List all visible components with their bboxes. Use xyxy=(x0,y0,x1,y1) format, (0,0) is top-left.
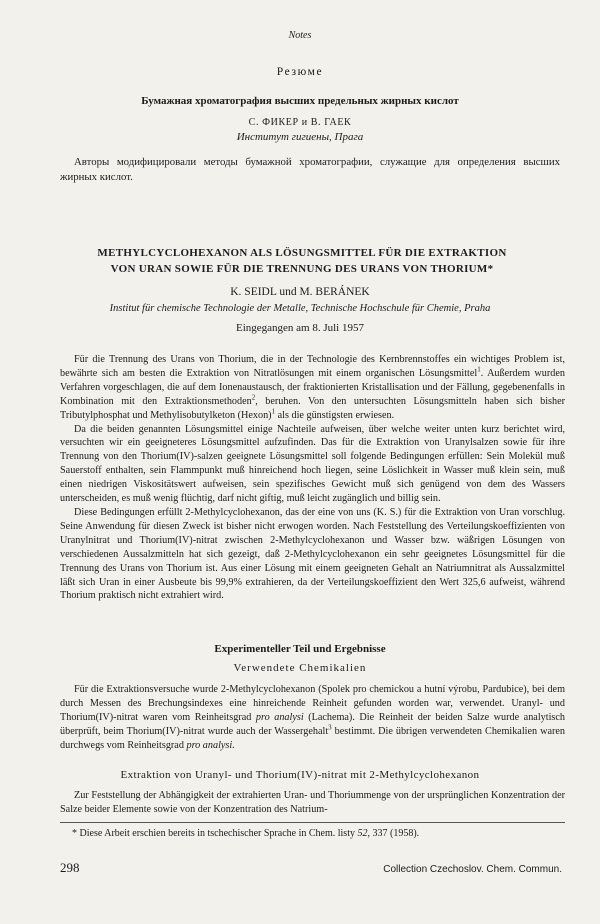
article-title-line1: METHYLCYCLOHEXANON ALS LÖSUNGSMITTEL FÜR DIE EXTRAKTION xyxy=(97,247,507,259)
page-number: 298 xyxy=(60,860,80,875)
reference-mark: 2 xyxy=(251,393,256,402)
paragraph-2: Da die beiden genannten Lösungsmittel einige Nachteile aufweisen, über welche weiter unten kurz berichtet wird, versuchten wir ein geeigneteres Lösungsmittel aufzufinden. Das für die Extraktion von Uranylsalzen sowie für ihre Trennung von den Thorium(IV)-salzen geeignete Lösungsmittel soll folgende Bedingungen erfüllen: Sein Molekül muß Sauerstoff enthalten, sein Flammpunkt muß hinreichend hoch liegen, seine Löslichkeit in Wasser muß klein sein, muß einen niedrigen Viskositätswert aufweisen, sein spezifisches Gewicht muß sich genügend von dem des Wassers unterscheiden, es muß wenig flüchtig, darf nicht giftig, muß leicht zugänglich und billig sein. xyxy=(60,423,565,505)
resume-authors: С. ФИКЕР и В. ГАЕК xyxy=(248,117,352,128)
reference-mark: 3 xyxy=(328,723,332,732)
resume-heading: Резюме xyxy=(276,66,324,78)
paragraph-4: Für die Extraktionsversuche wurde 2-Methylcyclohexanon (Spolek pro chemickou a hutní výrobu, Pardubice), bei dem durch Messen des Brechungsindexes eine hinreichende Reinheit gefunden worden war, verwendet. Uranyl- und Thorium(IV)-nitrat waren vom Reinheitsgrad pro analysi (Lachema). Die Reinheit der beiden Salze wurde analytisch überprüft, beim Thorium(IV)-nitrat wurde auch der Wassergehalt$^3$ bestimmt. Die übrigen verwendeten Chemikalien waren durchwegs vom Reinheitsgrad pro analysi. xyxy=(60,684,565,751)
section-heading-experimental: Experimenteller Teil und Ergebnisse xyxy=(214,643,386,655)
article-institution: Institut für chemische Technologie der Metalle, Technische Hochschule für Chemie, Praha xyxy=(109,303,491,314)
paragraph-1: Für die Trennung des Urans von Thorium, die in der Technologie des Kernbrennstoffes ein wichtiges Problem ist, bewährte sich am besten die Extraktion von Nitratlösungen mit einem organischen Lösungsmittel$^1$. Außerdem wurden Verfahren vorgeschlagen, die auf dem Ionenaustausch, der fraktionierten Kristallisation und der Fällung, gegebenenfalls in Kombination mit den Extraktionsmethoden$^2$, beruhen. Von den untersuchten Lösungsmitteln haben sich bisher Tributylphosphat und Methylisobutylketon (Hexon)$^1$ als die günstigsten erwiesen. xyxy=(60,354,565,421)
intro-section xyxy=(60,353,565,603)
paragraph-3: Diese Bedingungen erfüllt 2-Methylcyclohexanon, das der eine von uns (K. S.) für die Extraktion von Uran vorschlug. Seine Anwendung für diesen Zweck ist bisher nicht erwogen worden. Nach Feststellung des Verteilungskoeffizienten von Uranylnitrat und Thorium(IV)-nitrat zwischen 2-Methylcyclohexanon und Wasser bzw. wäßrigen Lösungen von verschiedenen Aussalzmitteln hat sich gezeigt, daß 2-Methylcyclohexanon ein sehr geeignetes Lösungsmittel für die Trennung des Urans von Thorium ist. Aus einer Lösung mit einem geeigneten Gehalt an Natriumnitrat als Aussalzmittel läßt sich Uran in einer Ausbeute bis 99,9% extrahieren, da der Verteilungskoeffizient den Wert 325,6 aufweist, während Thorium praktisch nicht extrahiert wird. xyxy=(60,506,565,602)
reference-mark: 1 xyxy=(477,365,481,374)
received-date: Eingegangen am 8. Juli 1957 xyxy=(235,322,364,334)
footnote: * Diese Arbeit erschien bereits in tschechischer Sprache in Chem. listy 52, 337 (1958). xyxy=(72,828,420,839)
resume-institution: Институт гигиены, Прага xyxy=(236,131,364,143)
subsection-heading-extraction: Extraktion von Uranyl- und Thorium(IV)-nitrat mit 2-Methylcyclohexanon xyxy=(120,769,480,781)
running-head: Notes xyxy=(288,30,312,41)
subsection-heading-chemicals: Verwendete Chemikalien xyxy=(233,662,367,674)
article-title xyxy=(52,245,552,277)
extraction-section xyxy=(60,789,565,817)
article-authors: K. SEIDL und M. BERÁNEK xyxy=(230,286,370,298)
resume-abstract: Авторы модифицировали методы бумажной хроматографии, служащие для определения высших жирных кислот. xyxy=(60,156,560,183)
chemicals-section xyxy=(60,683,565,753)
resume-title: Бумажная хроматография высших предельных жирных кислот xyxy=(141,95,459,107)
footnote-divider xyxy=(60,822,565,823)
reference-mark: 1 xyxy=(271,407,276,416)
paragraph-5: Zur Feststellung der Abhängigkeit der extrahierten Uran- und Thoriummenge von der ursprünglichen Konzentration der Salze beider Elemente sowie von der Konzentration des Natrium- xyxy=(60,790,565,815)
journal-name: Collection Czechoslov. Chem. Commun. xyxy=(383,864,562,875)
article-title-line2: VON URAN SOWIE FÜR DIE TRENNUNG DES URANS VON THORIUM* xyxy=(110,263,494,275)
